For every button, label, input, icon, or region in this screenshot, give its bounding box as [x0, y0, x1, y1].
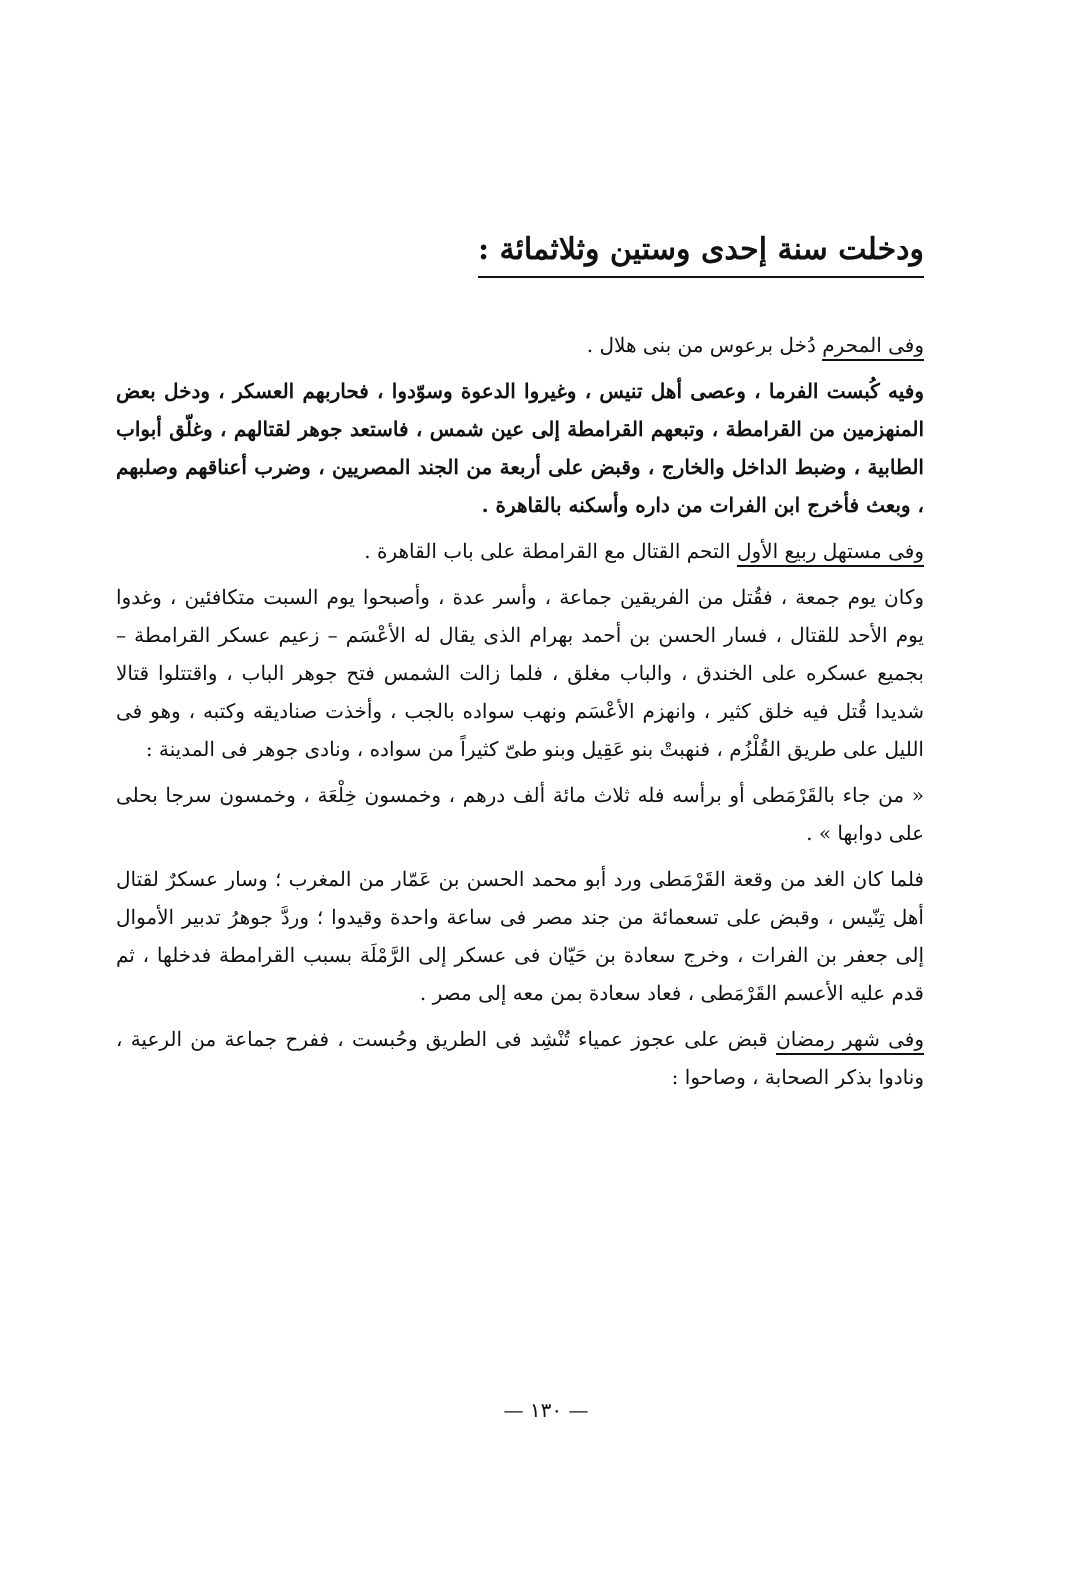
- paragraph-lead-underlined: وفى شهر رمضان: [776, 1027, 924, 1055]
- page-number: — ١٣٠ —: [503, 1398, 589, 1422]
- paragraph-muharram: [116, 326, 924, 364]
- paragraph-farama: [116, 372, 924, 524]
- paragraph-text: التحم القتال مع القرامطة على باب القاهرة .: [364, 539, 738, 563]
- paragraph-ibn-ammar: [116, 860, 924, 1012]
- paragraph-proclamation: [116, 776, 924, 852]
- paragraph-lead-underlined: وفى المحرم: [822, 333, 924, 361]
- body-text: [116, 326, 924, 1104]
- section-heading: ودخلت سنة إحدى وستين وثلاثمائة :: [478, 228, 924, 278]
- paragraph-text: وفيه كُبست الفرما ، وعصى أهل تنيس ، وغيروا الدعوة وسوّدوا ، فحاربهم العسكر ، ودخل بعض المنهزمين من القرامطة ، وتبعهم القرامطة إلى عين شمس ، فاستعد جوهر لقتالهم ، وغلّق أبواب الطابية ، وضبط الداخل والخارج ، وقبض على أربعة من الجند المصريين ، وضرب أعناقهم وصلبهم ، وبعث فأخرج ابن الفرات من داره وأسكنه بالقاهرة .: [116, 379, 925, 517]
- paragraph-lead-underlined: وفى مستهل ربيع الأول: [737, 539, 924, 567]
- paragraph-text: فلما كان الغد من وقعة القَرْمَطى ورد أبو محمد الحسن بن عَمّار من المغرب ؛ وسار عسكرٌ لقتال أهل تِنّيس ، وقبض على تسعمائة من جند مصر فى ساعة واحدة وقيدوا ؛ وردَّ جوهرُ تدبير الأموال إلى جعفر بن الفرات ، وخرج سعادة بن حَيّان فى عسكر إلى الرَّمْلَة بسبب القرامطة فدخلها ، ثم قدم عليه الأعسم القَرْمَطى ، فعاد سعادة بمن معه إلى مصر .: [116, 867, 924, 1005]
- paragraph-text: قبض على عجوز عمياء تُنْشِد فى الطريق وحُبست ، ففرح جماعة من الرعية ، ونادوا بذكر الصحابة ، وصاحوا :: [116, 1027, 924, 1089]
- paragraph-ramadan: [116, 1020, 924, 1096]
- paragraph-text: « من جاء بالقَرْمَطى أو برأسه فله ثلاث مائة ألف درهم ، وخمسون خِلْعَة ، وخمسون سرجا بحلى على دوابها » .: [116, 783, 924, 845]
- paragraph-battle: [116, 578, 924, 768]
- paragraph-text: دُخل برعوس من بنى هلال .: [586, 333, 823, 357]
- paragraph-rabi-awwal: [116, 532, 924, 570]
- paragraph-text: وكان يوم جمعة ، فقُتل من الفريقين جماعة ، وأسر عدة ، وأصبحوا يوم السبت متكافئين ، وغدوا يوم الأحد للقتال ، فسار الحسن بن أحمد بهرام الذى يقال له الأعْسَم – زعيم عسكر القرامطة – بجميع عسكره على الخندق ، والباب مغلق ، فلما زالت الشمس فتح جوهر الباب ، واقتتلوا قتالا شديدا قُتل فيه خلق كثير ، وانهزم الأعْسَم ونهب سواده بالجب ، وأخذت صناديقه وكتبه ، وهو فى الليل على طريق القُلْزُم ، فنهبتْ بنو عَقِيل وبنو طىّ كثيراً من سواده ، ونادى جوهر فى المدينة :: [116, 585, 924, 761]
